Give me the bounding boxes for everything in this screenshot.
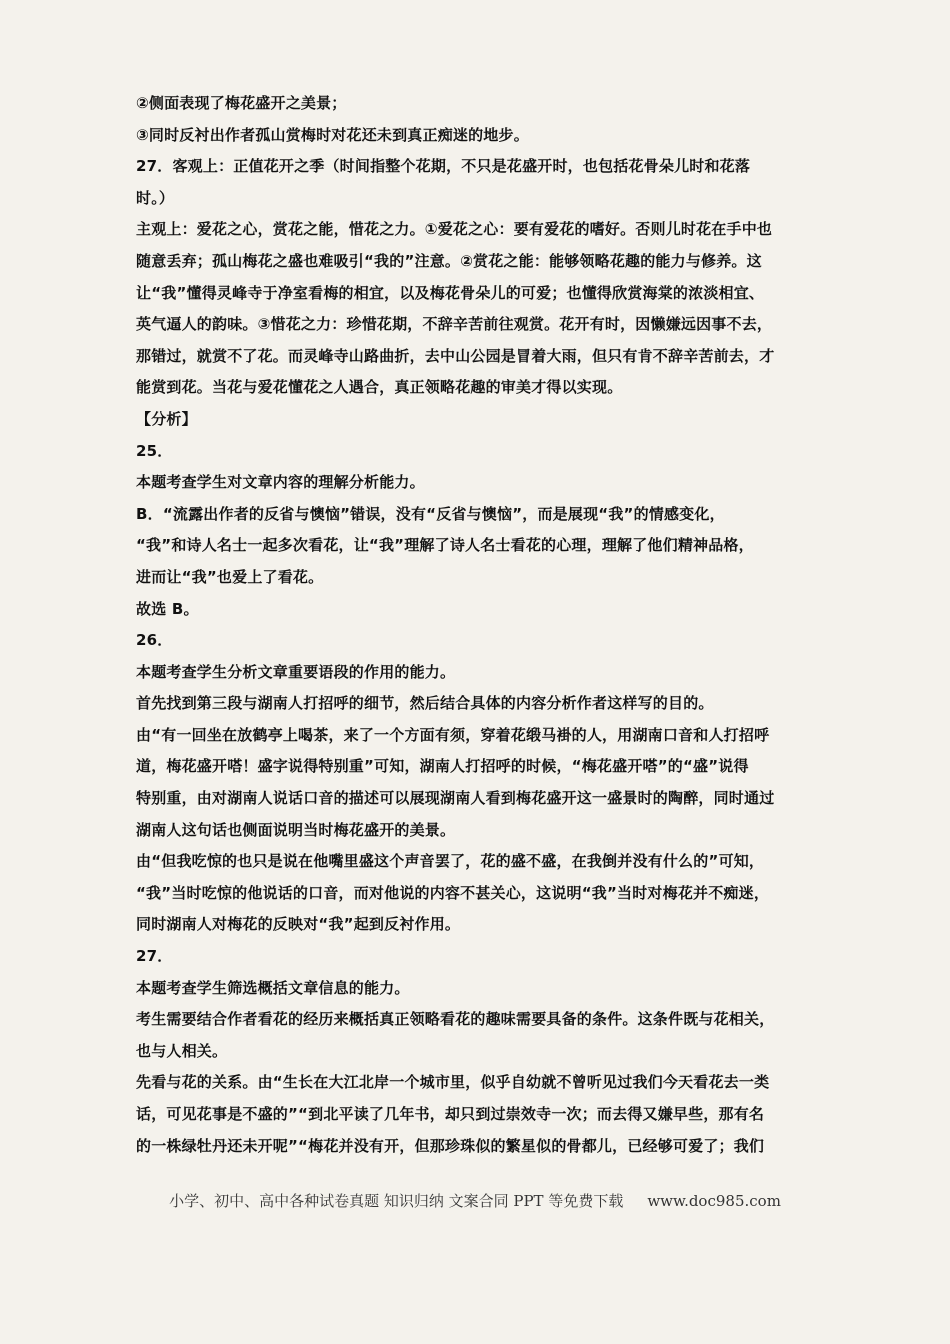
text-line: 进而让“我”也爱上了看花。 — [136, 567, 324, 586]
text-line: “我”和诗人名士一起多次看花，让“我”理解了诗人名士看花的心理，理解了他们精神品格， — [136, 536, 754, 555]
text-line: “我”当时吃惊的他说话的口音，而对他说的内容不甚关心，这说明“我”当时对梅花并不痴迷， — [136, 883, 770, 902]
footer-text: 小学、初中、高中各种试卷真题 知识归纳 文案合同 PPT 等免费下载 — [169, 1192, 624, 1210]
text-line: ③同时反衬出作者孤山赏梅时对花还未到真正痴迷的地步。 — [136, 125, 529, 144]
text-line: 本题考查学生对文章内容的理解分析能力。 — [136, 473, 425, 492]
footer-url: www.doc985.com — [647, 1192, 781, 1210]
text-line: 27． — [136, 947, 173, 966]
text-line: ②侧面表现了梅花盛开之美景； — [136, 94, 347, 112]
text-line: 25． — [136, 441, 173, 460]
text-line: 特别重，由对湖南人说话口音的描述可以展现湖南人看到梅花盛开这一盛景时的陶醉，同时通过 — [136, 789, 775, 808]
text-line: 那错过，就赏不了花。而灵峰寺山路曲折，去中山公园是冒着大雨，但只有肯不辞辛苦前去，才 — [136, 346, 775, 365]
text-line: 26． — [136, 631, 173, 650]
text-line: 随意丢弃；孤山梅花之盛也难吸引“我的”注意。②赏花之能：能够领略花趣的能力与修养。这 — [136, 251, 762, 270]
text-line: 首先找到第三段与湖南人打招呼的细节，然后结合具体的内容分析作者这样写的目的。 — [136, 694, 714, 713]
document-body — [136, 88, 816, 1162]
text-line: 由“但我吃惊的也只是说在他嘴里盛这个声音罢了，花的盛不盛，在我倒并没有什么的”可知， — [136, 852, 765, 871]
text-line: 道，梅花盛开嗒！盛字说得特别重”可知，湖南人打招呼的时候，“梅花盛开嗒”的“盛”说得 — [136, 757, 749, 776]
text-line: 湖南人这句话也侧面说明当时梅花盛开的美景。 — [136, 820, 456, 839]
text-line: 27．客观上：正值花开之季（时间指整个花期，不只是花盛开时，也包括花骨朵儿时和花落 — [136, 157, 751, 176]
text-line: 故选 B。 — [136, 599, 199, 618]
text-line: 考生需要结合作者看花的经历来概括真正领略看花的趣味需要具备的条件。这条件既与花相关， — [136, 1010, 775, 1029]
text-line: 本题考查学生分析文章重要语段的作用的能力。 — [136, 662, 456, 681]
text-line: B．“流露出作者的反省与懊恼”错误，没有“反省与懊恼”，而是展现“我”的情感变化， — [136, 504, 725, 523]
text-line: 时。） — [136, 188, 175, 207]
text-line: 主观上：爱花之心，赏花之能，惜花之力。①爱花之心：要有爱花的嗜好。否则儿时花在手中也 — [136, 220, 773, 239]
text-line: 让“我”懂得灵峰寺于净室看梅的相宜，以及梅花骨朵儿的可爱；也懂得欣赏海棠的浓淡相宜、 — [136, 283, 765, 302]
text-line: 话，可见花事是不盛的”“到北平读了几年书，却只到过崇效寺一次；而去得又嫌早些，那有名 — [136, 1105, 765, 1123]
text-line: 能赏到花。当花与爱花懂花之人遇合，真正领略花趣的审美才得以实现。 — [136, 378, 623, 397]
text-line: 同时湖南人对梅花的反映对“我”起到反衬作用。 — [136, 915, 461, 934]
text-line: 【分析】 — [136, 409, 197, 428]
text-line: 由“有一回坐在放鹤亭上喝茶，来了一个方面有须，穿着花缎马褂的人，用湖南口音和人打招呼 — [136, 725, 770, 744]
text-line: 也与人相关。 — [136, 1041, 228, 1060]
text-line: 本题考查学生筛选概括文章信息的能力。 — [136, 978, 410, 997]
text-line: 英气逼人的韵味。③惜花之力：珍惜花期，不辞辛苦前往观赏。花开有时，因懒嫌远因事不去， — [136, 315, 773, 334]
text-line: 的一株绿牡丹还未开呢”“梅花并没有开，但那珍珠似的繁星似的骨都儿，已经够可爱了；我们 — [136, 1136, 765, 1155]
text-line: 先看与花的关系。由“生长在大江北岸一个城市里，似乎自幼就不曾听见过我们今天看花去一类 — [136, 1073, 770, 1092]
page-footer — [0, 1190, 950, 1211]
